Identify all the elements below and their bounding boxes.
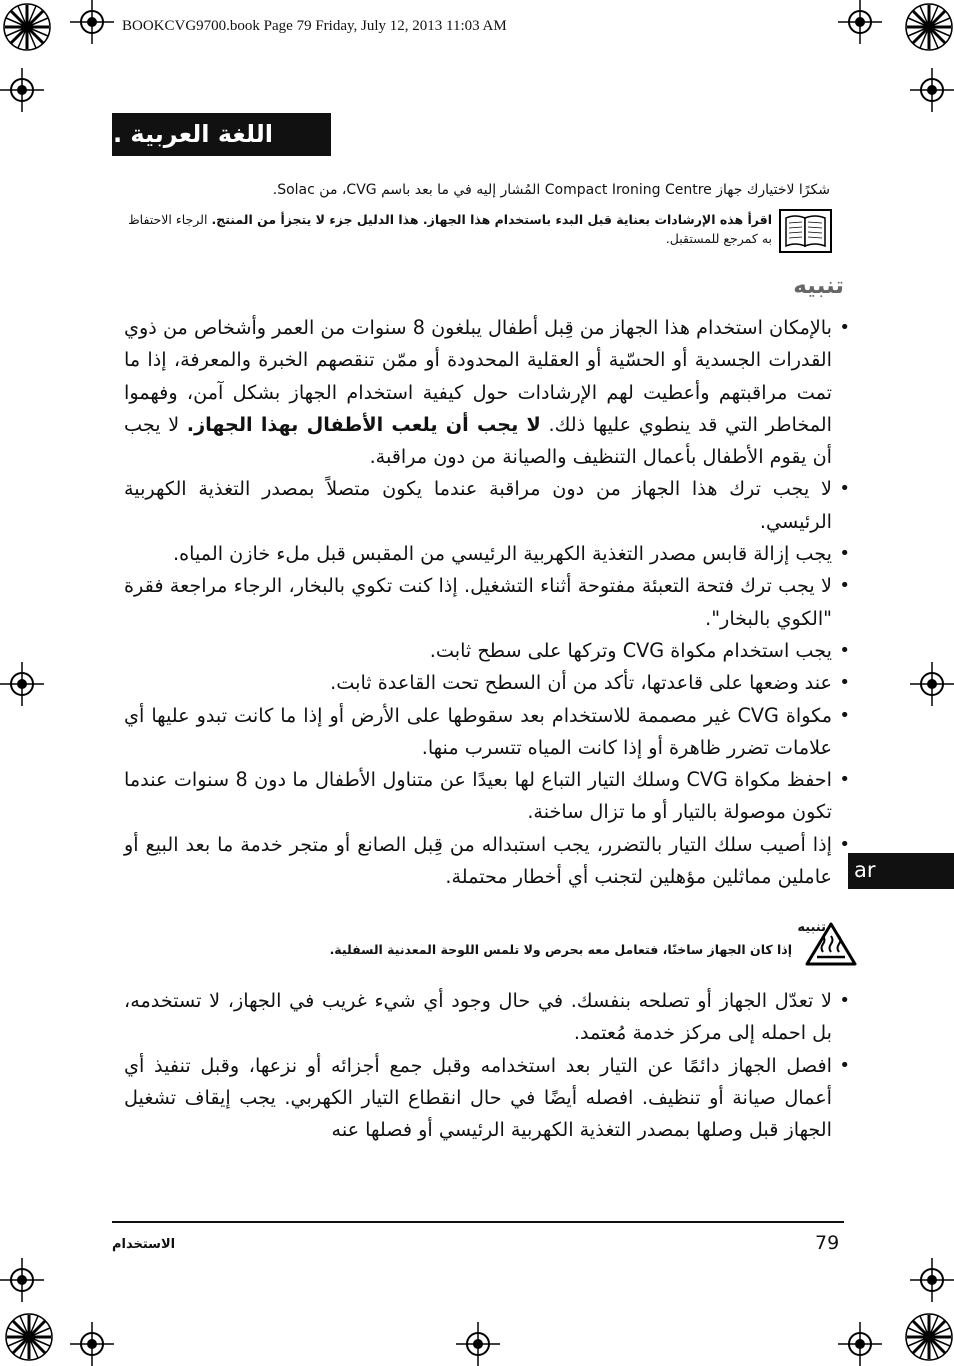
list-item-text: لا تعدّل الجهاز أو تصلحه بنفسك. في حال وجود أي شيء غريب في الجهاز، لا تستخدمه، بل احمله إلى مركز خدمة مُعتمد. xyxy=(124,989,832,1045)
list-item xyxy=(124,700,846,765)
list-item-text: بالإمكان استخدام هذا الجهاز من قِبل أطفال يبلغون 8 سنوات من العمر وأشخاص من ذوي القدرات الجسدية أو الحسّية أو العقلية المحدودة أو ممّن تنقصهم الخبرة والمعرفة، إذا ما تمت مراقبتهم وأعطيت لهم الإرشادات حول كيفية استخدام الجهاز بشكل آمن، وفهموا المخاطر التي قد ينطوي عليها ذلك. xyxy=(124,316,832,436)
list-item-bold-text: لا يجب أن يلعب الأطفال بهذا الجهاز. xyxy=(186,412,541,436)
warning-list xyxy=(124,312,846,893)
section-title: اللغة العربية . xyxy=(112,120,273,148)
list-item xyxy=(124,829,846,894)
language-tab xyxy=(848,853,954,889)
print-header: BOOKCVG9700.book Page 79 Friday, July 12, 2013 11:03 AM xyxy=(122,18,507,34)
list-item xyxy=(124,635,846,667)
list-item-tail-text: لا يجب أن يقوم الأطفال بأعمال التنظيف والصيانة من دون مراقبة. xyxy=(124,412,832,469)
note-bold-text: اقرأ هذه الإرشادات بعناية قبل البدء باستخدام هذا الجهاز. هذا الدليل جزء لا يتجزأ من المنتج. xyxy=(211,212,772,227)
list-item-text: يجب إزالة قابس مصدر التغذية الكهربية الرئيسي من المقبس قبل ملء خازن المياه. xyxy=(173,542,832,566)
page-number: 79 xyxy=(815,1232,840,1254)
registration-mark-icon xyxy=(70,1322,114,1366)
list-item-text: افصل الجهاز دائمًا عن التيار بعد استخدامه وقبل جمع أجزائه أو نزعها، وقبل تنفيذ أي أعمال صيانة أو تنظيف. افصله أيضًا في حال انقطاع التيار الكهربي. يجب إيقاف تشغيل الجهاز قبل وصلها بمصدر التغذية الكهربية الرئيسي أو فصلها عنه xyxy=(124,1053,832,1142)
list-item xyxy=(124,473,846,538)
list-item xyxy=(124,538,846,570)
list-item xyxy=(124,570,846,635)
registration-mark-icon xyxy=(70,0,114,44)
list-item xyxy=(124,667,846,699)
starburst-mark-icon xyxy=(904,1312,954,1362)
list-item-text: يجب استخدام مكواة CVG وتركها على سطح ثابت. xyxy=(429,638,832,662)
registration-mark-icon xyxy=(0,662,44,706)
starburst-mark-icon xyxy=(904,2,954,52)
list-item xyxy=(124,985,846,1050)
note-plain-text: الرجاء الاحتفاظ به كمرجع للمستقبل. xyxy=(128,212,772,246)
small-warning-heading: تنبيه xyxy=(797,920,826,935)
warning-heading: تنبيه xyxy=(793,273,844,299)
section-title-box xyxy=(112,113,331,156)
list-item-text: لا يجب ترك فتحة التعبئة مفتوحة أثناء التشغيل. إذا كنت تكوي بالبخار، الرجاء مراجعة فقرة "الكوي بالبخار". xyxy=(124,574,832,630)
registration-mark-icon xyxy=(0,68,44,112)
read-instructions-note xyxy=(118,210,772,248)
list-item-text: مكواة CVG غير مصممة للاستخدام بعد سقوطها على الأرض أو إذا ما كانت تبدو عليها أي علامات تضرر ظاهرة أو إذا كانت المياه تتسرب منها. xyxy=(124,703,832,759)
list-item-text: إذا أصيب سلك التيار بالتضرر، يجب استبداله من قِبل الصانع أو متجر خدمة ما بعد البيع أو عاملين مماثلين مؤهلين لتجنب أي أخطار محتملة. xyxy=(124,832,832,889)
starburst-mark-icon xyxy=(2,2,52,52)
starburst-mark-icon xyxy=(4,1312,54,1362)
footer-divider xyxy=(112,1221,844,1223)
registration-mark-icon xyxy=(838,0,882,44)
registration-mark-icon xyxy=(456,1322,500,1366)
registration-mark-icon xyxy=(910,662,954,706)
list-item-text: لا يجب ترك هذا الجهاز من دون مراقبة عندما يكون متصلاً بمصدر التغذية الكهربية الرئيسي. xyxy=(124,477,832,533)
intro-text: شكرًا لاختيارك جهاز Compact Ironing Centre المُشار إليه في ما بعد باسم CVG، من Solac. xyxy=(272,182,830,198)
hot-surface-warning: إذا كان الجهاز ساخنًا، فتعامل معه بحرص ولا تلمس اللوحة المعدنية السفلية. xyxy=(329,942,792,957)
list-item xyxy=(124,1050,846,1147)
registration-mark-icon xyxy=(838,1322,882,1366)
book-icon xyxy=(778,208,833,254)
registration-mark-icon xyxy=(910,68,954,112)
list-item xyxy=(124,764,846,829)
list-item-text: احفظ مكواة CVG وسلك التيار التباع لها بعيدًا عن متناول الأطفال ما دون 8 سنوات عندما تكون موصولة بالتيار أو ما تزال ساخنة. xyxy=(124,768,833,824)
maintenance-list xyxy=(124,985,846,1146)
list-item xyxy=(124,312,846,473)
registration-mark-icon xyxy=(0,1258,44,1302)
footer-section-name: الاستخدام xyxy=(112,1237,176,1252)
list-item-text: عند وضعها على قاعدتها، تأكد من أن السطح تحت القاعدة ثابت. xyxy=(330,671,832,695)
language-tab-label: ar xyxy=(854,858,876,882)
registration-mark-icon xyxy=(910,1258,954,1302)
